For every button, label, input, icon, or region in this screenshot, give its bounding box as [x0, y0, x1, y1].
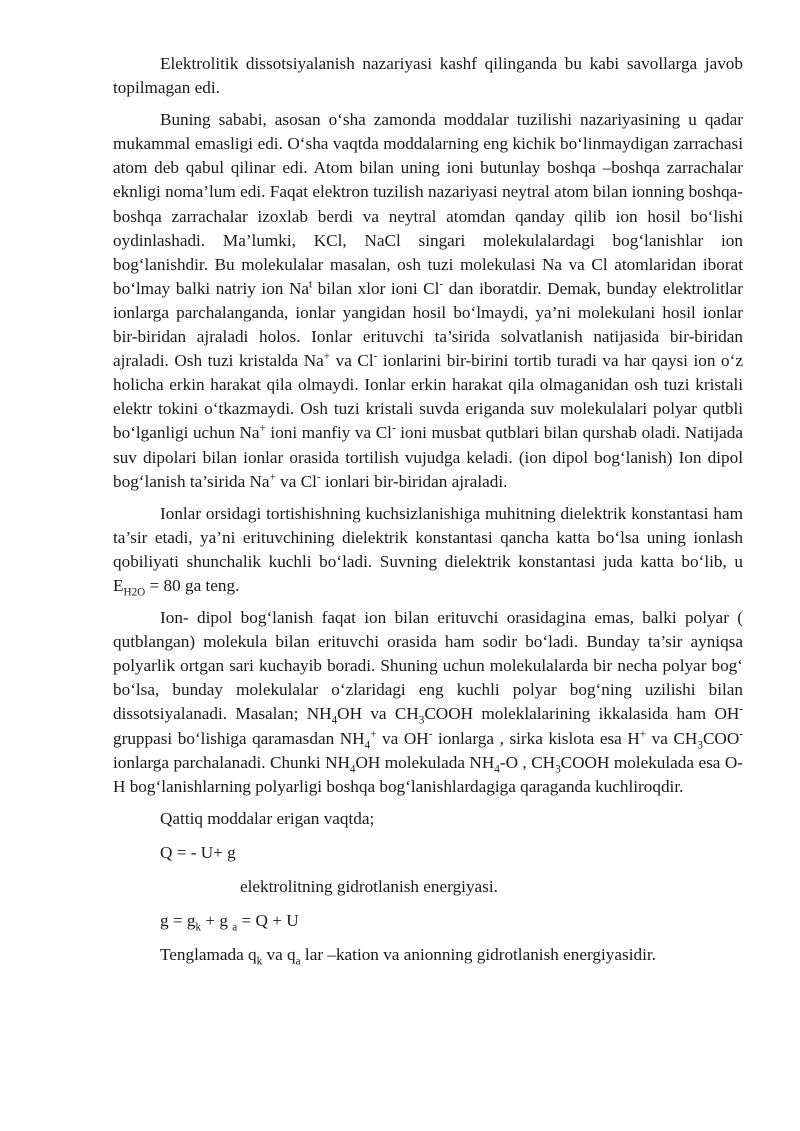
paragraph-4-text: COOH moleklalarining ikkalasida ham OH [424, 704, 740, 724]
paragraph-2-text: va Cl [330, 351, 374, 371]
paragraph-1 [113, 52, 743, 100]
equation-1 [160, 841, 743, 865]
superscript: - [739, 727, 743, 740]
paragraph-4-text: gruppasi bo‘lishiga qaramasdan NH [113, 728, 365, 748]
equation-1-note [240, 875, 743, 899]
paragraph-2-text: ioni manfiy va Cl [265, 423, 392, 443]
paragraph-6 [160, 943, 743, 967]
paragraph-2-text: ioni musbat qutblari bilan qurshab oladi. Natijada suv dipolari bilan ionlar orasida tortilish vujudga keladi. (ion dipol bog‘lanish) Ion dipol bog‘lanish ta’sirida Na [113, 423, 743, 491]
paragraph-1-text: Elektrolitik dissotsiyalanish nazariyasi kashf qilinganda bu kabi savollarga javob topilmagan edi. [113, 54, 743, 98]
paragraph-4-text: Ion- dipol bog‘lanish faqat ion bilan erituvchi orasidagina emas, balki polyar ( qutblangan) molekula bilan erituvchi orasida ham sodir bo‘ladi. Bunday ta’sir ayniqsa polyarlik ortgan sari kuchayib boradi. Shuning uchun molekulalarda bir necha polyar bog‘ bo‘lsa, bunday molekulalar o‘zlaridagi eng kuchli polyar bog‘ning uzilishi bilan dissotsiyalanadi. Masalan; NH [113, 608, 743, 724]
subscript: a [232, 921, 238, 934]
superscript: - [439, 278, 444, 291]
paragraph-2-text: ionlari bir-biridan ajraladi. [320, 471, 508, 491]
superscript: + [639, 727, 647, 740]
superscript: - [428, 727, 433, 740]
paragraph-5 [160, 807, 743, 831]
paragraph-4-text: va CH [646, 728, 698, 748]
subscript: 4 [349, 763, 356, 776]
paragraph-5-text: Qattiq moddalar erigan vaqtda; [160, 808, 375, 828]
paragraph-4 [113, 606, 743, 799]
equation-2-text: + g [201, 911, 233, 931]
equation-2-text: g = g [160, 911, 196, 931]
subscript: 4 [331, 714, 338, 727]
paragraph-2-text: dan iboratdir. Demak, bunday elektrolitlar ionlarga parchalanganda, ionlar yangidan hosil bo‘lmaydi, ya’ni molekulani hosil ionlar bir-biridan ajraladi holos. Ionlar erituvchi ta’sirida solvatlanish natijasida bir-biridan ajraladi. Osh tuzi kristalda Na [113, 278, 744, 371]
subscript: 3 [697, 738, 703, 751]
superscript: t [309, 278, 313, 291]
equation-2-text: = Q + U [237, 911, 299, 931]
paragraph-3-text: Ionlar orsidagi tortishishning kuchsizlanishiga muhitning dielektrik konstantasi ham ta’sir etadi, ya’ni erituvchining dielektrik konstantasi qancha katta bo‘lsa uning ionlash qobiliyati shunchalik kuchli bo‘ladi. Suvning dielektrik konstantasi juda katta bo‘lib, u E [113, 503, 743, 595]
superscript: + [323, 350, 331, 363]
equation-2 [160, 909, 743, 933]
superscript: - [316, 470, 321, 483]
subscript: 3 [418, 714, 425, 727]
paragraph-4-text: COO [702, 728, 740, 748]
subscript: 3 [555, 763, 561, 776]
paragraph-4-text: ionlarga , sirka kislota esa H [432, 728, 640, 748]
subscript: 4 [364, 738, 371, 751]
paragraph-2-text: va Cl [275, 471, 317, 491]
paragraph-3 [113, 502, 743, 598]
paragraph-6-text: va q [262, 945, 296, 965]
paragraph-6-text: Tenglamada q [160, 945, 257, 965]
subscript: a [295, 955, 301, 968]
paragraph-6-text: lar –kation va anionning gidrotlanish energiyasidir. [300, 945, 656, 965]
paragraph-4-text: va OH [376, 728, 429, 748]
paragraph-4-text: COOH molekulada esa O-H bog‘lanishlarning polyarligi boshqa bog‘lanishlardagiga qaraganda kuchliroqdir. [113, 752, 744, 796]
paragraph-2-text: ionlarini bir-birini tortib turadi va har qaysi ion o‘z holicha erkin harakat qila olmaydi. Ionlar erkin harakat qila olmaganidan osh tuzi kristali elektr tokini o‘tkazmaydi. Osh tuzi kristali suvda eriganda suv molekulalari polyar qutbli bo‘lganligi uchun Na [113, 351, 743, 443]
subscript: k [256, 955, 263, 968]
paragraph-4-text: OH va CH [337, 704, 419, 724]
superscript: + [370, 727, 377, 740]
subscript: H2O [123, 586, 146, 599]
paragraph-3-text: = 80 ga teng. [145, 575, 240, 595]
equation-1-note-text: elektrolitning gidrotlanish energiyasi. [240, 877, 498, 896]
paragraph-2 [113, 108, 743, 494]
document-page [113, 52, 743, 977]
paragraph-2-text: bilan xlor ioni Cl [312, 278, 440, 298]
paragraph-4-text: -O , CH [499, 752, 556, 772]
paragraph-4-text: OH molekulada NH [355, 752, 495, 772]
superscript: - [739, 703, 743, 716]
superscript: + [269, 470, 276, 483]
equation-1-text: Q = - U+ g [160, 842, 236, 862]
superscript: + [259, 422, 266, 435]
paragraph-2-text: Buning sababi, asosan o‘sha zamonda moddalar tuzilishi nazariyasining u qadar mukammal emasligi edi. O‘sha vaqtda moddalarning eng kichik bo‘linmaydigan zarrachasi atom deb qabul qilinar edi. Atom bilan uning ioni butunlay boshqa –boshqa zarrachalar eknligi noma’lum edi. Faqat elektron tuzilish nazariyasi neytral atom bilan ionning boshqa-boshqa zarrachalar izoxlab berdi va neytral atomdan qanday qilib ion hosil bo‘lishi oydinlashadi. Ma’lumki, KCl, NaCl singari molekulalardagi bog‘lanishlar ion bog‘lanishdir. Bu molekulalar masalan, osh tuzi molekulasi Na va Cl atomlaridan iborat bo‘lmay balki natriy ion Na [113, 110, 743, 298]
superscript: - [391, 422, 396, 435]
superscript: - [373, 350, 378, 363]
subscript: 4 [494, 763, 500, 776]
paragraph-4-text: ionlarga parchalanadi. Chunki NH [113, 752, 350, 772]
subscript: k [195, 921, 202, 934]
